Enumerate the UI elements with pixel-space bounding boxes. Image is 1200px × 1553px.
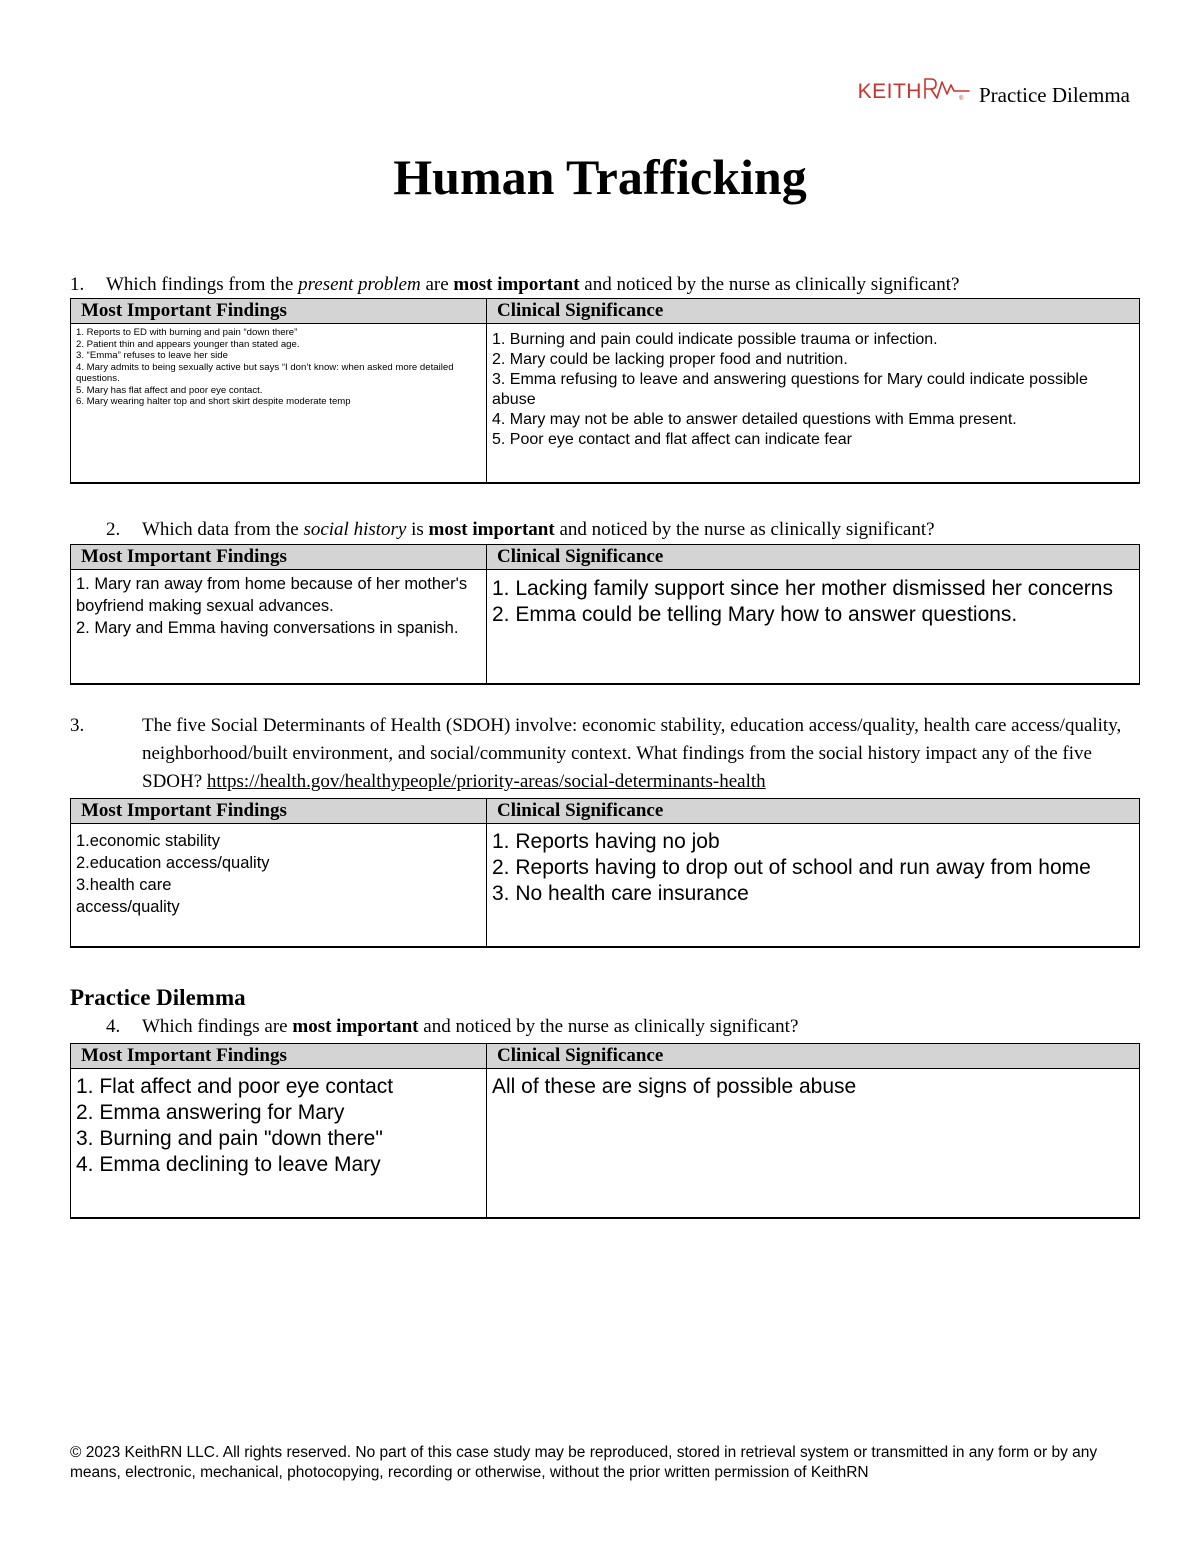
list-item: 5. Mary has flat affect and poor eye contact. [76,384,263,396]
question-text: and noticed by the nurse as clinically significant? [554,519,935,540]
significance-cell [487,824,1140,947]
list-item: 4. Mary admits to being sexually active but says “I don’t know: when asked more detailed questions. [76,361,454,384]
list-item: 6. Mary wearing halter top and short skirt despite moderate temp [76,396,351,407]
question-text: The five Social Determinants of Health (SDOH) involve: economic stability, education access/quality, health care access/quality, neighborhood/built environment, and social/community context. What findings from the social history impact any of the five SDOH? [142,715,1122,792]
findings-cell [71,1069,487,1218]
list-item: 1. Reports to ED with burning and pain “down there” [76,327,298,338]
column-header-findings: Most Important Findings [71,545,487,570]
list-item: 1. Reports having no job [492,830,720,853]
table-social-history [70,544,1140,685]
findings-cell [71,824,487,947]
list-item: 1. Mary ran away from home because of her mother's boyfriend making sexual advances. [76,575,468,615]
list-item: 3. Emma refusing to leave and answering questions for Mary could indicate possible abuse [492,371,1088,408]
list-item: 4. Mary may not be able to answer detailed questions with Emma present. [492,411,1017,428]
sdoh-link[interactable]: https://health.gov/healthypeople/priority-areas/social-determinants-health [206,771,766,792]
logo-text: KEITH [857,80,922,103]
question-text: are [420,274,454,295]
column-header-findings: Most Important Findings [71,1044,487,1069]
list-item: 2. Mary could be lacking proper food and nutrition. [492,351,848,368]
page-title: Human Trafficking [393,149,807,205]
significance-cell [487,570,1140,684]
section-heading-practice-dilemma: Practice Dilemma [70,985,246,1010]
table-sdoh [70,798,1140,948]
column-header-significance: Clinical Significance [487,545,1140,570]
significance-cell [487,324,1140,483]
column-header-significance: Clinical Significance [487,299,1140,324]
list-item: 1.economic stability [76,832,220,850]
page-header [857,76,1130,107]
question-bold: most important [428,519,555,540]
question-bold: most important [453,274,580,295]
list-item: 5. Poor eye contact and flat affect can indicate fear [492,431,852,448]
rn-logo-mark-icon [923,76,973,102]
question-text: and noticed by the nurse as clinically significant? [418,1016,799,1037]
svg-text:®: ® [958,96,964,102]
list-item: 4. Emma declining to leave Mary [76,1153,381,1176]
question-number: 2. [106,519,121,540]
header-label: Practice Dilemma [978,83,1130,107]
question-text: and noticed by the nurse as clinically significant? [579,274,960,295]
list-item: 1. Lacking family support since her mother dismissed her concerns [492,577,1113,600]
question-2 [70,516,1140,544]
list-item: All of these are signs of possible abuse [492,1075,857,1098]
question-text: Which data from the [142,519,304,540]
column-header-findings: Most Important Findings [71,299,487,324]
question-text: Which findings from the [106,274,299,295]
list-item: 1. Burning and pain could indicate possible trauma or infection. [492,331,938,348]
list-item: 3. “Emma” refuses to leave her side [76,350,228,361]
question-emphasis: present problem [298,274,421,295]
findings-cell [71,324,487,483]
column-header-significance: Clinical Significance [487,1044,1140,1069]
list-item: 2. Reports having to drop out of school and run away from home [492,856,1091,879]
question-number: 1. [70,274,85,295]
column-header-significance: Clinical Significance [487,799,1140,824]
question-number: 4. [106,1016,121,1037]
question-emphasis: social history [303,519,407,540]
question-number: 3. [70,715,85,736]
question-1 [70,271,1140,299]
list-item: 2. Emma answering for Mary [76,1101,345,1124]
question-bold: most important [292,1016,419,1037]
list-item: 2.education access/quality [76,854,270,872]
significance-cell [487,1069,1140,1218]
findings-cell [71,570,487,684]
list-item: 2. Patient thin and appears younger than stated age. [76,338,300,350]
question-3 [70,712,1140,796]
question-text: Which findings are [142,1016,293,1037]
table-practice-dilemma [70,1043,1140,1219]
list-item: 3. Burning and pain "down there" [76,1127,383,1150]
keithrn-logo [858,76,973,102]
list-item: 3.health care access/quality [76,876,180,916]
list-item: 2. Emma could be telling Mary how to answer questions. [492,603,1018,626]
question-text: is [406,519,429,540]
list-item: 3. No health care insurance [492,882,749,905]
question-4 [70,1013,1140,1041]
copyright-footer: © 2023 KeithRN LLC. All rights reserved. No part of this case study may be reproduced, stored in retrieval system or transmitted in any form or by any means, electronic, mechanical, photocopying, recording or otherwise, without the prior written permission of KeithRN [70,1444,1098,1481]
table-present-problem [70,298,1140,484]
list-item: 1. Flat affect and poor eye contact [76,1075,394,1098]
list-item: 2. Mary and Emma having conversations in spanish. [76,619,459,637]
column-header-findings: Most Important Findings [71,799,487,824]
